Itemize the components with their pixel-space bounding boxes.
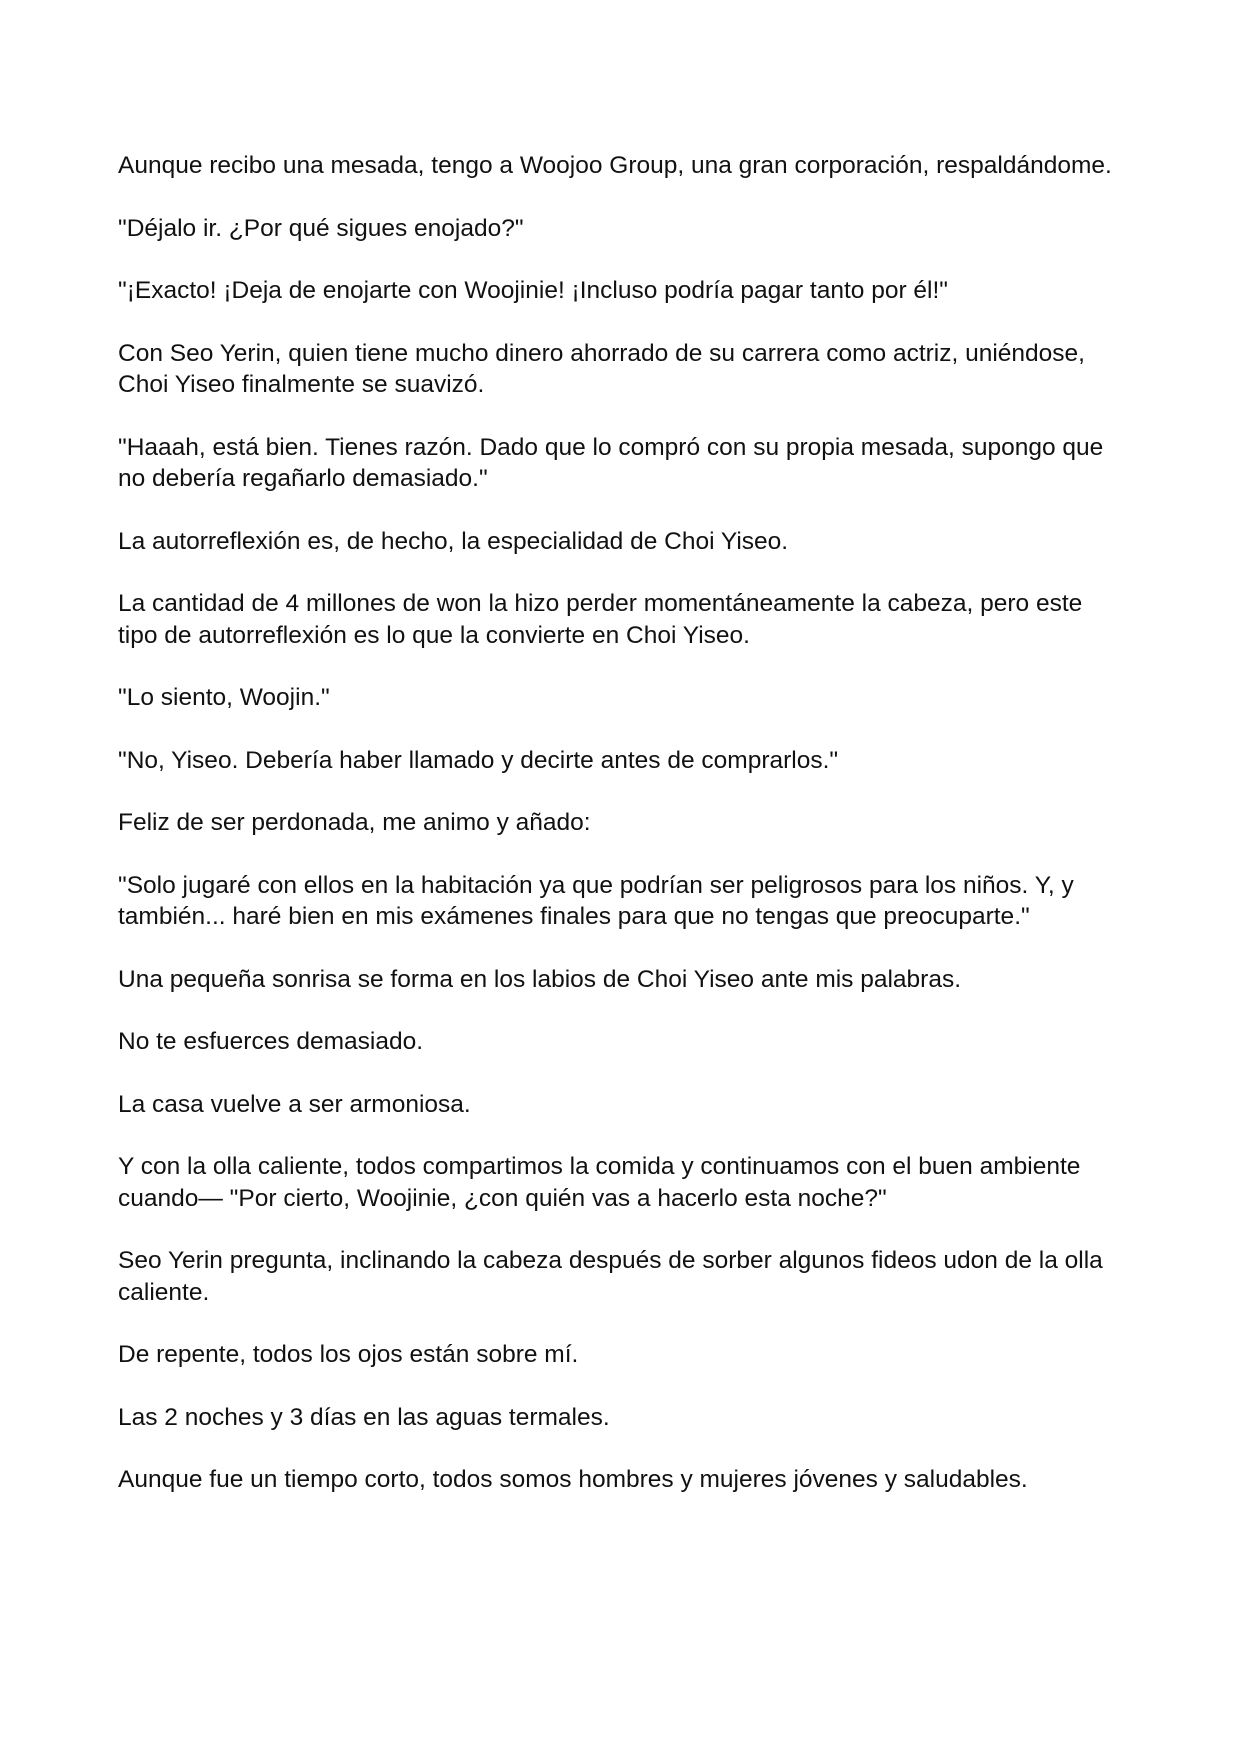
paragraph: "Lo siento, Woojin.": [118, 684, 330, 711]
paragraph: "No, Yiseo. Debería haber llamado y decirte antes de comprarlos.": [118, 746, 839, 774]
paragraph: "¡Exacto! ¡Deja de enojarte con Woojinie! ¡Incluso podría pagar tanto por él!": [118, 277, 948, 304]
paragraph: "Solo jugaré con ellos en la habitación ya que podrían ser peligrosos para los niños. Y, y también... haré bien en mis exámenes finales para que no tengas que preocuparte.": [118, 871, 1074, 930]
paragraph: De repente, todos los ojos están sobre mí.: [118, 1341, 579, 1368]
paragraph: Con Seo Yerin, quien tiene mucho dinero ahorrado de su carrera como actriz, uniéndose, Choi Yiseo finalmente se suavizó.: [118, 339, 1085, 398]
paragraph: Y con la olla caliente, todos compartimos la comida y continuamos con el buen ambiente cuando— "Por cierto, Woojinie, ¿con quién vas a hacerlo esta noche?": [118, 1153, 1081, 1212]
paragraph: Feliz de ser perdonada, me animo y añado:: [118, 809, 591, 836]
paragraph: Las 2 noches y 3 días en las aguas termales.: [118, 1403, 610, 1431]
paragraph: La autorreflexión es, de hecho, la especialidad de Choi Yiseo.: [118, 527, 789, 555]
paragraph: La cantidad de 4 millones de won la hizo perder momentáneamente la cabeza, pero este tipo de autorreflexión es lo que la convierte en Choi Yiseo.: [118, 590, 1083, 649]
paragraph: "Haaah, está bien. Tienes razón. Dado que lo compró con su propia mesada, supongo que no debería regañarlo demasiado.": [118, 433, 1104, 492]
paragraph: Aunque recibo una mesada, tengo a Woojoo Group, una gran corporación, respaldándome.: [118, 152, 1112, 179]
paragraph: Una pequeña sonrisa se forma en los labios de Choi Yiseo ante mis palabras.: [118, 965, 962, 993]
paragraph: "Déjalo ir. ¿Por qué sigues enojado?": [118, 214, 524, 242]
document-body: [118, 150, 1128, 1527]
paragraph: No te esfuerces demasiado.: [118, 1028, 424, 1055]
paragraph: Aunque fue un tiempo corto, todos somos hombres y mujeres jóvenes y saludables.: [118, 1466, 1028, 1493]
paragraph: La casa vuelve a ser armoniosa.: [118, 1090, 471, 1118]
paragraph: Seo Yerin pregunta, inclinando la cabeza después de sorber algunos fideos udon de la olla caliente.: [118, 1247, 1103, 1306]
